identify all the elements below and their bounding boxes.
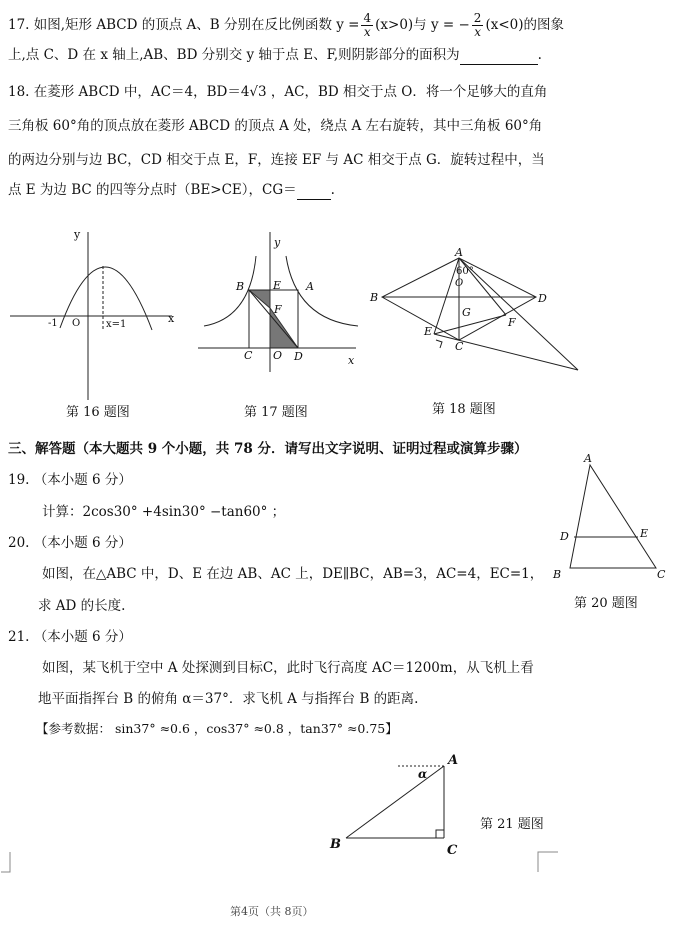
q19-body: 计算：2cos30° +4sin30° −tan60° ； — [42, 504, 286, 520]
label-origin: O — [72, 318, 81, 329]
label-G: G — [462, 306, 471, 319]
axis-label-x: x — [348, 354, 355, 367]
page-footer: 第4页（共 8页） — [230, 905, 314, 918]
label-B: B — [553, 568, 562, 581]
q17-text-a: 17. 如图,矩形 ABCD 的顶点 A、B 分别在反比例函数 y = — [8, 17, 360, 33]
label-C: C — [455, 340, 464, 353]
q17-text-b: (x>0)与 y = − — [375, 17, 470, 33]
label-E: E — [273, 279, 282, 292]
label-O: O — [273, 349, 283, 362]
label-neg1: -1 — [48, 318, 58, 329]
label-A: A — [584, 452, 592, 465]
label-D: D — [560, 530, 569, 543]
q19-head: 19. （本小题 6 分） — [8, 472, 132, 488]
label-D: D — [538, 292, 547, 305]
axis-label-y: y — [274, 236, 281, 249]
triangle-abc — [570, 465, 656, 568]
label-angle-60: 60° — [456, 266, 474, 277]
section3-heading: 三、解答题（本大题共 9 个小题，共 78 分．请写出文字说明、证明过程或演算步骤） — [8, 441, 528, 457]
label-F: F — [508, 316, 516, 329]
label-O: O — [455, 278, 464, 289]
label-C: C — [244, 349, 253, 362]
axis-label-y: y — [74, 228, 81, 241]
label-B: B — [236, 280, 245, 293]
label-F: F — [274, 303, 282, 316]
q18-line2: 三角板 60°角的顶点放在菱形 ABCD 的顶点 A 处，绕点 A 左右旋转，其中三角板 60°角 — [8, 118, 543, 134]
label-D: D — [294, 350, 303, 363]
caption-fig21: 第 21 题图 — [480, 817, 544, 832]
q18-line4-end: . — [330, 182, 335, 198]
label-B: B — [370, 291, 379, 304]
q18-line1: 18. 在菱形 ABCD 中，AC＝4，BD＝4√3 ，AC，BD 相交于点 O．将一个足够大的直角 — [8, 84, 548, 100]
label-A: A — [448, 753, 459, 768]
hyperbola-right — [286, 256, 358, 326]
figure-21 — [329, 753, 458, 858]
fraction-denominator: x — [363, 25, 371, 39]
segment-ab — [346, 766, 444, 838]
q21-reference-data: 【参考数据： sin37° ≈0.6 ，cos37° ≈0.8 ，tan37° ≈0.75】 — [36, 721, 398, 736]
q17-line2-end: . — [537, 47, 542, 63]
q21-line1: 如图，某飞机于空中 A 处探测到目标C，此时飞行高度 AC＝1200m，从飞机上看 — [42, 660, 534, 676]
q17-line2-text: 上,点 C、D 在 x 轴上,AB、BD 分别交 y 轴于点 E、F,则阴影部分的面积为 — [8, 47, 460, 63]
fraction-numerator: 4 — [363, 11, 372, 25]
shaded-triangle-upper — [249, 290, 270, 308]
hyperbola-left — [204, 256, 256, 326]
q21-line2: 地平面指挥台 B 的俯角 α＝37°．求飞机 A 与指挥台 B 的距离. — [38, 691, 419, 707]
caption-fig20: 第 20 题图 — [574, 596, 638, 611]
caption-fig17: 第 17 题图 — [244, 405, 308, 420]
right-angle-mark — [436, 340, 442, 348]
q20-line2: 求 AD 的长度. — [38, 598, 126, 614]
q20-line1: 如图，在△ABC 中，D、E 在边 AB、AC 上，DE∥BC，AB=3，AC=4，EC=1， — [42, 566, 544, 582]
fraction-denominator: x — [474, 25, 481, 39]
q18-line3: 的两边分别与边 BC，CD 相交于点 E，F，连接 EF 与 AC 相交于点 G．旋转过程中，当 — [8, 152, 545, 168]
figure-17 — [198, 232, 358, 372]
q18-line4-text: 点 E 为边 BC 的四等分点时（BE>CE），CG＝ — [8, 182, 297, 198]
label-C: C — [657, 568, 666, 581]
label-C: C — [447, 843, 458, 858]
q17-text-c: (x<0)的图象 — [485, 17, 564, 33]
page-corner-marks — [1, 852, 558, 872]
triangle-ruler-edge — [459, 258, 578, 370]
q21-head: 21. （本小题 6 分） — [8, 629, 132, 645]
figure-16 — [10, 228, 175, 400]
label-A: A — [455, 246, 463, 259]
figure-18 — [369, 246, 578, 370]
label-B: B — [330, 837, 341, 852]
figure-20 — [552, 452, 666, 581]
axis-label-x: x — [168, 312, 175, 325]
label-A: A — [306, 280, 314, 293]
label-x1: x=1 — [106, 319, 127, 330]
caption-fig16: 第 16 题图 — [66, 405, 130, 420]
fraction-numerator: 2 — [473, 11, 482, 25]
right-angle-mark — [436, 830, 444, 838]
label-E: E — [640, 527, 649, 540]
label-E: E — [424, 325, 433, 338]
caption-fig18: 第 18 题图 — [432, 402, 496, 417]
label-alpha: α — [418, 767, 428, 781]
q20-head: 20. （本小题 6 分） — [8, 535, 132, 551]
